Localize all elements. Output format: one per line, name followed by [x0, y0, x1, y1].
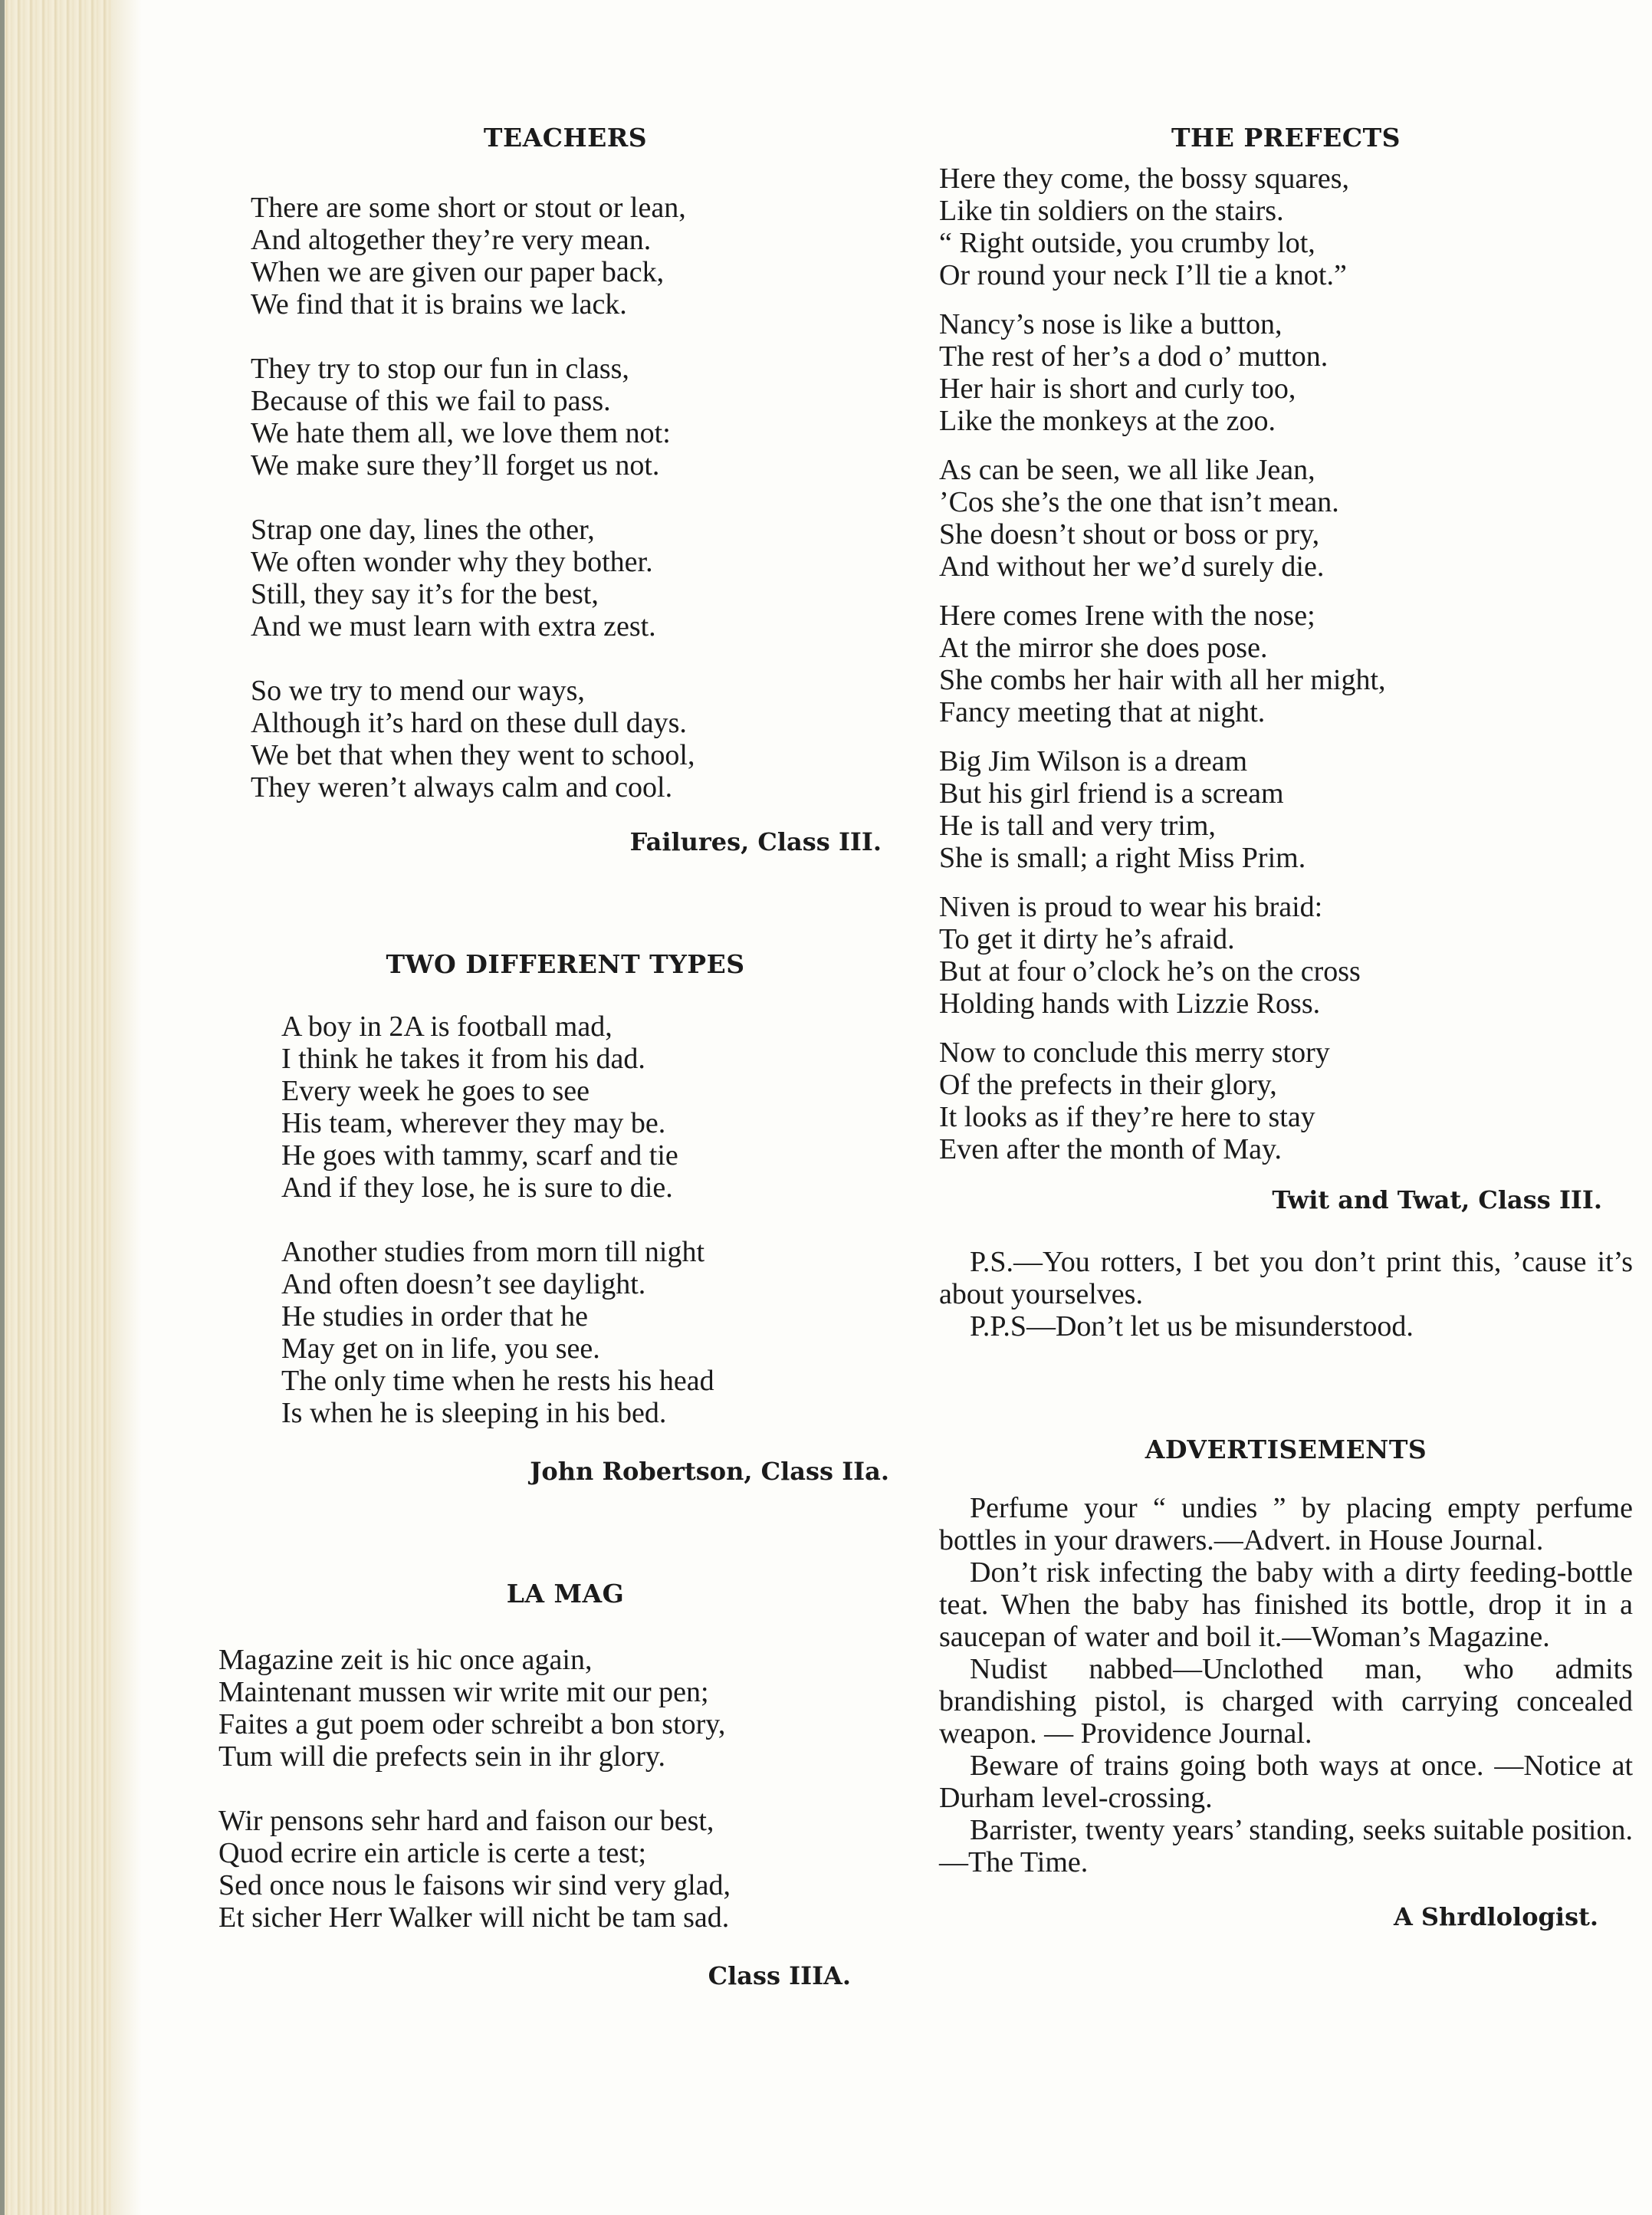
section-signature-advertisements: A Shrdlologist. [1393, 1902, 1598, 1931]
verse-line: To get it dirty he’s afraid. [939, 923, 1235, 955]
verse-line: Now to conclude this merry story [939, 1037, 1330, 1069]
stanza [281, 1011, 912, 1204]
verse-line: Holding hands with Lizzie Ross. [939, 988, 1321, 1020]
stanza [251, 192, 912, 320]
verse-line: Even after the month of May. [939, 1133, 1283, 1165]
verse-line: “ Right outside, you crumby lot, [939, 227, 1315, 259]
verse-line: Here comes Irene with the nose; [939, 600, 1315, 632]
verse-line: Or round your neck I’ll tie a knot.” [939, 259, 1347, 291]
verse-line: Magazine zeit is hic once again, [218, 1644, 593, 1676]
verse-line: Of the prefects in their glory, [939, 1069, 1277, 1101]
verse-line: Tum will die prefects sein in ihr glory. [218, 1740, 665, 1773]
poem-signature-prefects: Twit and Twat, Class III. [1272, 1185, 1602, 1214]
verse-line: The rest of her’s a dod o’ mutton. [939, 340, 1328, 373]
advert-item: Perfume your “ undies ” by placing empty perfume bottles in your drawers.—Advert. in House Journal. [939, 1492, 1633, 1556]
stanza [939, 1037, 1633, 1165]
postscripts [939, 1246, 1633, 1342]
verse-line: At the mirror she does pose. [939, 632, 1268, 664]
stanza [251, 514, 912, 642]
poem-body-la-mag [218, 1644, 912, 1934]
page-edge-binding [0, 0, 111, 2215]
verse-line: There are some short or stout or lean, [251, 192, 686, 224]
verse-line: They weren’t always calm and cool. [251, 771, 673, 804]
stanza [939, 163, 1633, 291]
right-column [939, 123, 1633, 1932]
page-columns [218, 0, 1633, 1991]
poem-title-two-types: TWO DIFFERENT TYPES [386, 949, 745, 979]
advert-item: Beware of trains going both ways at once. —Notice at Durham level-crossing. [939, 1750, 1633, 1814]
verse-line: She combs her hair with all her might, [939, 664, 1386, 696]
poem-body-prefects [939, 163, 1633, 1165]
verse-line: His team, wherever they may be. [281, 1107, 666, 1139]
poem-body-teachers [218, 192, 912, 804]
stanza [939, 600, 1633, 728]
verse-line: Every week he goes to see [281, 1075, 590, 1107]
stanza [251, 353, 912, 481]
section-title-advertisements: ADVERTISEMENTS [1145, 1434, 1427, 1464]
stanza [939, 308, 1633, 437]
verse-line: Nancy’s nose is like a button, [939, 308, 1283, 340]
poem-signature-la-mag: Class IIIA. [708, 1961, 851, 1990]
verse-line: Et sicher Herr Walker will nicht be tam sad. [218, 1901, 730, 1934]
verse-line: He is tall and very trim, [939, 810, 1216, 842]
verse-line: Her hair is short and curly too, [939, 373, 1296, 405]
verse-line: Like tin soldiers on the stairs. [939, 195, 1284, 227]
verse-line: Is when he is sleeping in his bed. [281, 1397, 667, 1429]
verse-line: Sed once nous le faisons wir sind very glad, [218, 1869, 731, 1901]
left-column [218, 123, 912, 1991]
verse-line: Another studies from morn till night [281, 1236, 705, 1268]
verse-line: Quod ecrire ein article is certe a test; [218, 1837, 647, 1869]
advert-item: Nudist nabbed—Unclothed man, who admits brandishing pistol, is charged with carrying concealed weapon. — Providence Journal. [939, 1653, 1633, 1750]
verse-line: ’Cos she’s the one that isn’t mean. [939, 486, 1339, 518]
verse-line: We often wonder why they bother. [251, 546, 653, 578]
verse-line: Niven is proud to wear his braid: [939, 891, 1323, 923]
postscript-pps: P.P.S—Don’t let us be misunderstood. [970, 1310, 1414, 1342]
stanza [251, 675, 912, 804]
verse-line: It looks as if they’re here to stay [939, 1101, 1315, 1133]
poem-signature-two-types: John Robertson, Class IIa. [530, 1457, 889, 1486]
stanza [218, 1644, 912, 1773]
poem-signature-teachers: Failures, Class III. [629, 827, 882, 856]
verse-line: So we try to mend our ways, [251, 675, 585, 707]
poem-title-teachers: TEACHERS [483, 123, 648, 153]
verse-line: Wir pensons sehr hard and faison our best, [218, 1805, 714, 1837]
verse-line: Here they come, the bossy squares, [939, 163, 1350, 195]
verse-line: They try to stop our fun in class, [251, 353, 629, 385]
advert-item: Barrister, twenty years’ standing, seeks suitable position.—The Time. [939, 1814, 1633, 1878]
verse-line: Big Jim Wilson is a dream [939, 745, 1248, 777]
verse-line: And if they lose, he is sure to die. [281, 1172, 673, 1204]
verse-line: And altogether they’re very mean. [251, 224, 652, 256]
stanza [218, 1805, 912, 1934]
verse-line: And we must learn with extra zest. [251, 610, 656, 642]
stanza [939, 891, 1633, 1020]
verse-line: Fancy meeting that at night. [939, 696, 1266, 728]
verse-line: When we are given our paper back, [251, 256, 665, 288]
verse-line: He goes with tammy, scarf and tie [281, 1139, 678, 1172]
verse-line: Faites a gut poem oder schreibt a bon story, [218, 1708, 726, 1740]
verse-line: We bet that when they went to school, [251, 739, 695, 771]
poem-body-two-types [218, 1011, 912, 1429]
advert-item: Don’t risk infecting the baby with a dirty feeding-bottle teat. When the baby has finished its bottle, drop it in a saucepan of water and boil it.—Woman’s Magazine. [939, 1556, 1633, 1653]
verse-line: Still, they say it’s for the best, [251, 578, 599, 610]
postscript-ps: P.S.—You rotters, I bet you don’t print this, ’cause it’s about yourselves. [939, 1246, 1633, 1310]
poem-title-prefects: THE PREFECTS [1171, 123, 1401, 153]
verse-line: We find that it is brains we lack. [251, 288, 627, 320]
stanza [281, 1236, 912, 1429]
verse-line: As can be seen, we all like Jean, [939, 454, 1315, 486]
verse-line: Because of this we fail to pass. [251, 385, 611, 417]
verse-line: I think he takes it from his dad. [281, 1043, 645, 1075]
verse-line: We hate them all, we love them not: [251, 417, 671, 449]
stanza [939, 745, 1633, 874]
verse-line: The only time when he rests his head [281, 1365, 714, 1397]
verse-line: Maintenant mussen wir write mit our pen; [218, 1676, 709, 1708]
verse-line: And often doesn’t see daylight. [281, 1268, 646, 1300]
stanza [939, 454, 1633, 583]
verse-line: But at four o’clock he’s on the cross [939, 955, 1361, 988]
verse-line: Although it’s hard on these dull days. [251, 707, 687, 739]
verse-line: She doesn’t shout or boss or pry, [939, 518, 1320, 550]
verse-line: He studies in order that he [281, 1300, 588, 1333]
verse-line: But his girl friend is a scream [939, 777, 1284, 810]
verse-line: We make sure they’ll forget us not. [251, 449, 660, 481]
verse-line: And without her we’d surely die. [939, 550, 1325, 583]
poem-title-la-mag: LA MAG [506, 1579, 625, 1609]
verse-line: May get on in life, you see. [281, 1333, 600, 1365]
verse-line: Like the monkeys at the zoo. [939, 405, 1276, 437]
verse-line: A boy in 2A is football mad, [281, 1011, 613, 1043]
advertisements-body [939, 1492, 1633, 1878]
verse-line: She is small; a right Miss Prim. [939, 842, 1306, 874]
verse-line: Strap one day, lines the other, [251, 514, 595, 546]
